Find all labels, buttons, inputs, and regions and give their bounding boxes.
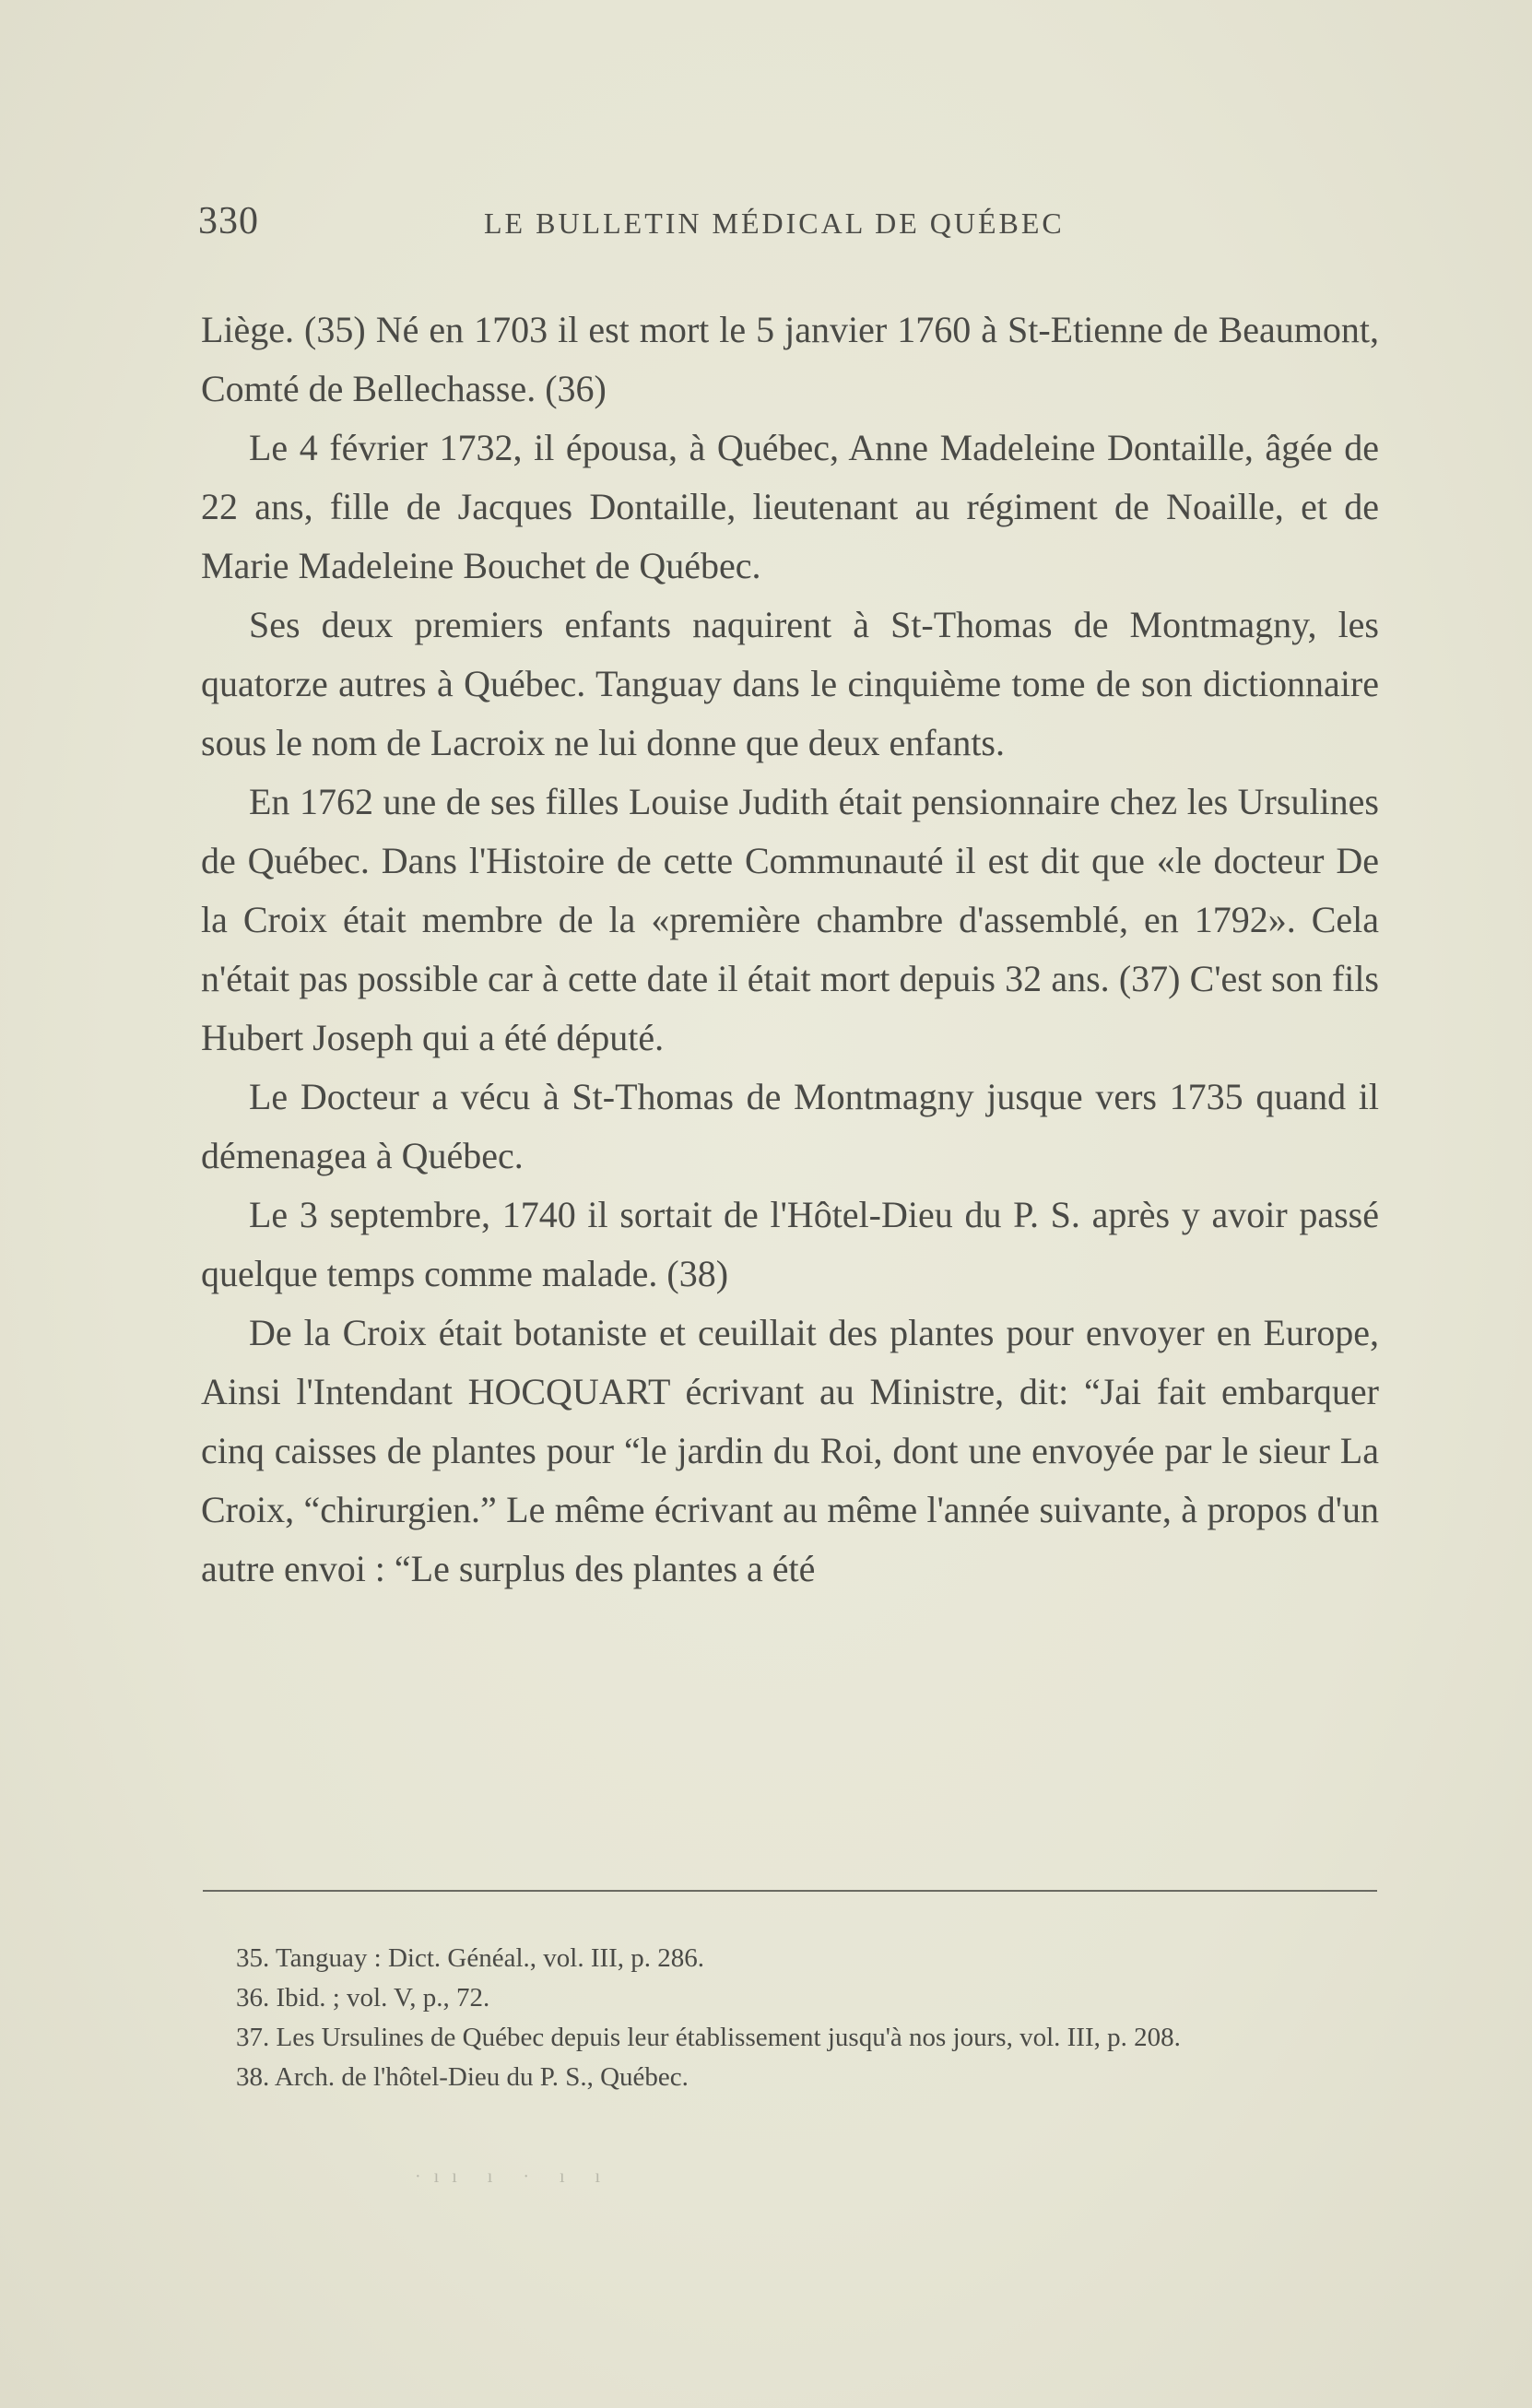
paragraph: Le Docteur a vécu à St-Thomas de Montmagny jusque vers 1735 quand il démenagea à Québec. — [201, 1076, 1379, 1176]
footnotes — [201, 1940, 1379, 2098]
print-smudge: ·ıı ı · ı ı — [415, 2166, 614, 2187]
footnote: 36. Ibid. ; vol. V, p., 72. — [236, 1983, 490, 2013]
paragraph: En 1762 une de ses filles Louise Judith était pensionnaire chez les Ursulines de Québec. Dans l'Histoire de cette Communauté il est dit que «le docteur De la Croix était membre de la «première chambre d'assemblé, en 1792». Cela n'était pas possible car à cette date il était mort depuis 32 ans. (37) C'est son fils Hubert Joseph qui a été député. — [201, 781, 1379, 1058]
journal-title: LE BULLETIN MÉDICAL DE QUÉBEC — [484, 207, 1065, 240]
paragraph: Le 3 septembre, 1740 il sortait de l'Hôtel-Dieu du P. S. après y avoir passé quelque temps comme malade. (38) — [201, 1194, 1379, 1294]
footnote-divider — [203, 1890, 1377, 1892]
paragraph: De la Croix était botaniste et ceuillait des plantes pour envoyer en Europe, Ainsi l'Intendant HOCQUART écrivant au Ministre, dit: “Jai fait embarquer cinq caisses de plantes pour “le jardin du Roi, dont une envoyée par le sieur La Croix, “chirurgien.” Le même écrivant au même l'année suivante, à propos d'un autre envoi : “Le surplus des plantes a été — [201, 1312, 1379, 1589]
footnote: 35. Tanguay : Dict. Généal., vol. III, p. 286. — [236, 1943, 705, 1973]
paragraph: Liège. (35) Né en 1703 il est mort le 5 janvier 1760 à St-Etienne de Beaumont, Comté de Bellechasse. (36) — [201, 309, 1379, 409]
body-text — [201, 301, 1379, 1599]
page-number: 330 — [198, 200, 259, 242]
paragraph: Ses deux premiers enfants naquirent à St-Thomas de Montmagny, les quatorze autres à Québec. Tanguay dans le cinquième tome de son dictionnaire sous le nom de Lacroix ne lui donne que deux enfants. — [201, 604, 1379, 763]
footnote: 38. Arch. de l'hôtel-Dieu du P. S., Québec. — [236, 2062, 689, 2092]
running-header — [198, 199, 1378, 254]
paragraph: Le 4 février 1732, il épousa, à Québec, Anne Madeleine Dontaille, âgée de 22 ans, fille de Jacques Dontaille, lieutenant au régiment de Noaille, et de Marie Madeleine Bouchet de Québec. — [201, 427, 1379, 586]
footnote: 37. Les Ursulines de Québec depuis leur établissement jusqu'à nos jours, vol. III, p. 208. — [236, 2023, 1181, 2052]
